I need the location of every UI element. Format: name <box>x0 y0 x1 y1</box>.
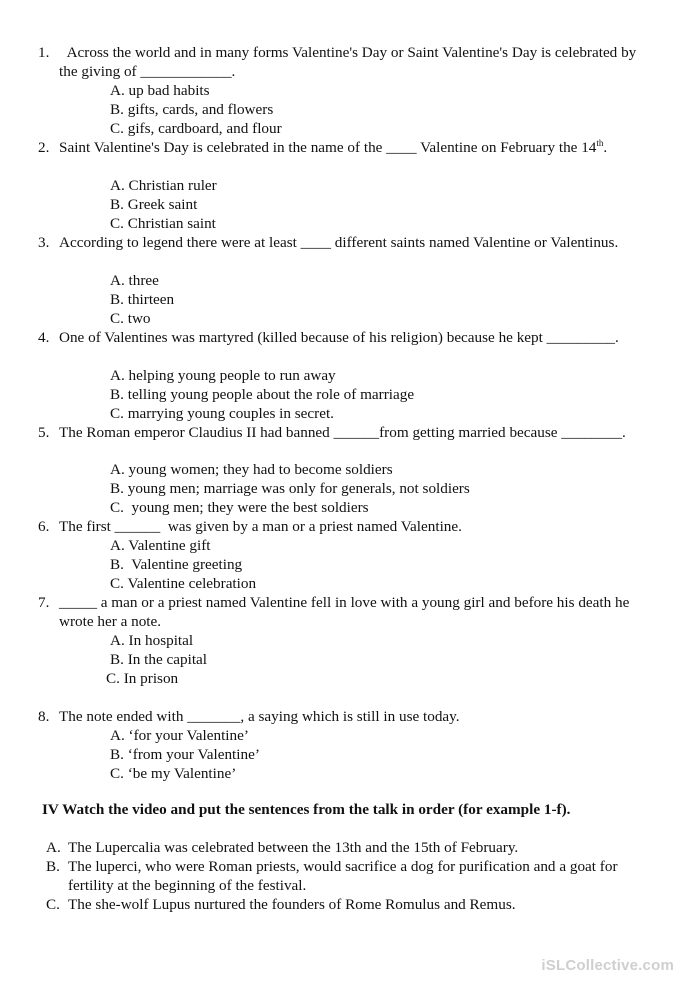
option-c: C. two <box>110 310 151 327</box>
watermark-logo: iSLCollective.com <box>541 957 674 974</box>
superscript: th <box>596 137 604 148</box>
sentence-letter: B. <box>46 858 60 875</box>
option-b: B. gifts, cards, and flowers <box>110 101 274 118</box>
question-4 <box>38 328 638 347</box>
question-number: 3. <box>38 234 50 251</box>
sentence-letter: C. <box>46 896 60 913</box>
sentence-a <box>46 838 666 857</box>
question-number: 5. <box>38 424 50 441</box>
question-text: The note ended with _______, a saying which is still in use today. <box>59 708 460 725</box>
question-text: According to legend there were at least ____ different saints named Valentine or Valentinus. <box>59 234 619 251</box>
option-a: A. Christian ruler <box>110 177 217 194</box>
question-text-end: . <box>603 139 608 156</box>
question-text-main: Saint Valentine's Day is celebrated in the name of the ____ Valentine on February the 14 <box>59 139 597 156</box>
question-6 <box>38 517 638 536</box>
option-c: C. ‘be my Valentine’ <box>110 765 237 782</box>
question-number: 2. <box>38 139 50 156</box>
option-c: C. Christian saint <box>110 215 216 232</box>
option-c: C. marrying young couples in secret. <box>110 405 334 422</box>
question-text: _____ a man or a priest named Valentine fell in love with a young girl and before his death he wrote her a note. <box>59 594 630 630</box>
option-c: C. Valentine celebration <box>110 575 257 592</box>
option-b: B. young men; marriage was only for generals, not soldiers <box>110 480 470 497</box>
question-text: One of Valentines was martyred (killed because of his religion) because he kept _________. <box>59 329 619 346</box>
question-number: 7. <box>38 594 50 611</box>
question-3 <box>38 233 638 252</box>
option-a: A. Valentine gift <box>110 537 211 554</box>
option-a: A. helping young people to run away <box>110 367 336 384</box>
sentence-b <box>46 857 666 895</box>
question-2 <box>38 138 638 157</box>
option-b: B. In the capital <box>110 651 207 668</box>
option-a: A. young women; they had to become soldiers <box>110 461 393 478</box>
option-b: B. ‘from your Valentine’ <box>110 746 260 763</box>
question-number: 8. <box>38 708 50 725</box>
option-c: C. In prison <box>106 670 179 687</box>
question-text: The Roman emperor Claudius II had banned ______from getting married because ________. <box>59 424 626 441</box>
option-a: A. ‘for your Valentine’ <box>110 727 249 744</box>
question-7 <box>38 593 638 631</box>
option-c: C. young men; they were the best soldiers <box>110 499 369 516</box>
question-number: 1. <box>38 44 50 61</box>
sentence-text: The she-wolf Lupus nurtured the founders of Rome Romulus and Remus. <box>68 896 516 913</box>
question-1 <box>38 43 641 81</box>
question-number: 4. <box>38 329 50 346</box>
option-a: A. In hospital <box>110 632 194 649</box>
option-b: B. telling young people about the role of marriage <box>110 386 415 403</box>
question-text: The first ______ was given by a man or a priest named Valentine. <box>59 518 462 535</box>
question-5 <box>38 423 638 442</box>
question-text <box>59 138 638 157</box>
question-8 <box>38 707 638 726</box>
option-a: A. three <box>110 272 159 289</box>
option-b: B. Greek saint <box>110 196 198 213</box>
option-b: B. thirteen <box>110 291 175 308</box>
option-b: B. Valentine greeting <box>110 556 243 573</box>
section-iv-heading: IV Watch the video and put the sentences from the talk in order (for example 1-f). <box>42 801 571 818</box>
option-a: A. up bad habits <box>110 82 210 99</box>
sentence-letter: A. <box>46 839 61 856</box>
question-number: 6. <box>38 518 50 535</box>
sentence-text: The luperci, who were Roman priests, would sacrifice a dog for purification and a goat for fertility at the beginning of the festival. <box>68 858 618 894</box>
sentence-text: The Lupercalia was celebrated between the 13th and the 15th of February. <box>68 839 519 856</box>
sentence-c <box>46 895 666 914</box>
option-c: C. gifs, cardboard, and flour <box>110 120 282 137</box>
question-text: Across the world and in many forms Valentine's Day or Saint Valentine's Day is celebrated by the giving of ____________. <box>59 44 641 80</box>
